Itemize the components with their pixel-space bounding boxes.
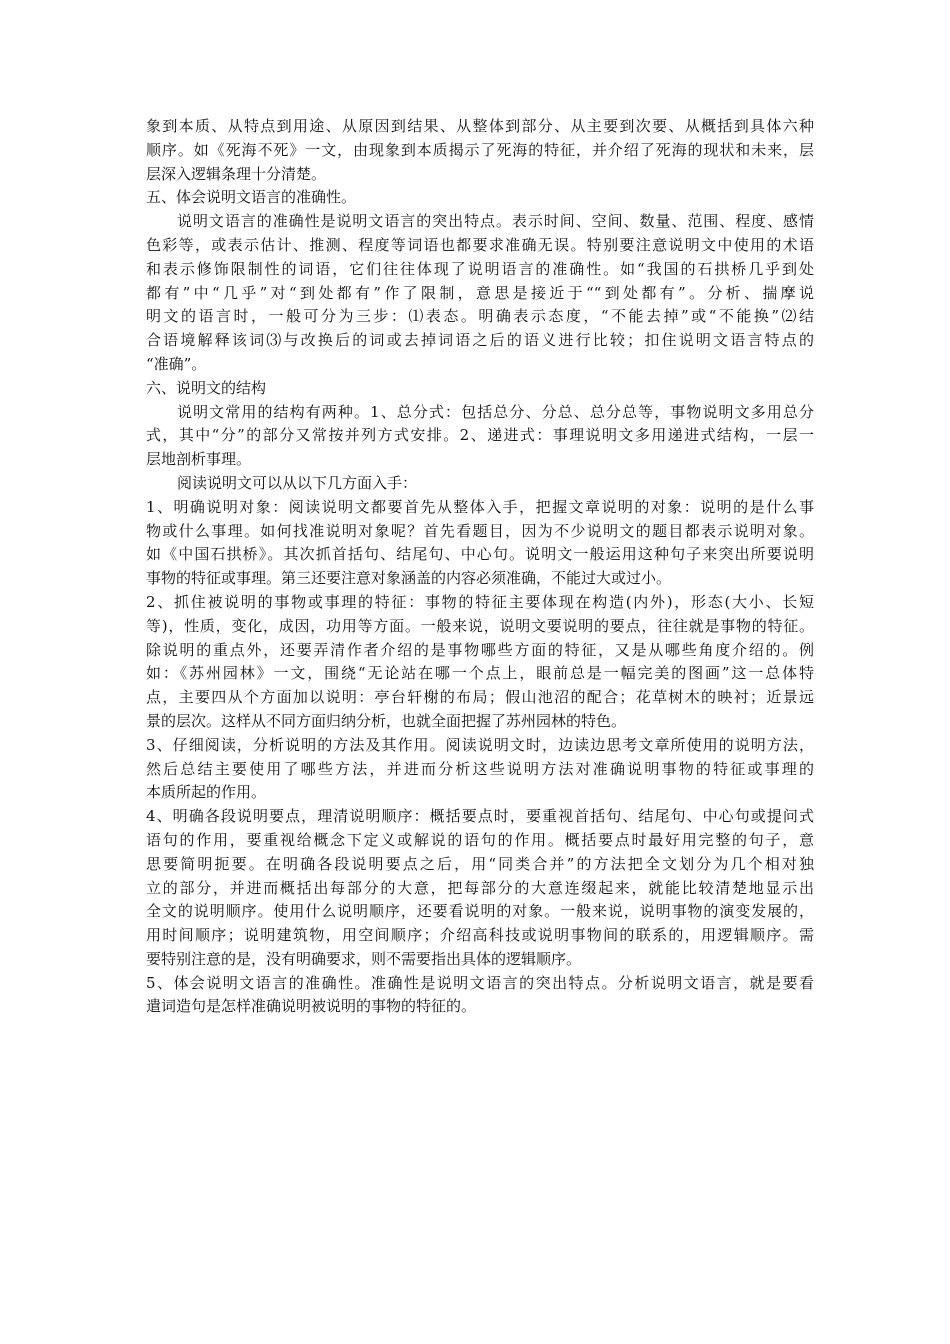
text-line: 然后总结主要使用了哪些方法，并进而分析这些说明方法对准确说明事物的特征或事理的 <box>146 759 814 778</box>
text-line: 说明文常用的结构有两种。1、总分式：包括总分、分总、总分总等，事物说明文多用总分 <box>177 402 814 421</box>
text-line: 思要简明扼要。在明确各段说明要点之后，用“同类合并”的方法把全文划分为几个相对独 <box>146 854 814 873</box>
text-line: 3、仔细阅读，分析说明的方法及其作用。阅读说明文时，边读边思考文章所使用的说明方法， <box>146 735 814 754</box>
text-line: 阅读说明文可以从以下几方面入手： <box>177 473 418 492</box>
section-5-heading <box>146 186 814 210</box>
text-line: 1、明确说明对象：阅读说明文都要首先从整体入手，把握文章说明的对象：说明的是什么事 <box>146 497 814 516</box>
text-line: 色彩等，或表示估计、推测、程度等词语也都要求准确无误。特别要注意说明文中使用的术语 <box>146 235 814 254</box>
section-6-heading <box>146 377 814 401</box>
text-line: 合语境解释该词⑶与改换后的词或去掉词语之后的语义进行比较；扣住说明文语言特点的 <box>146 331 814 350</box>
text-line: 和表示修饰限制性的词语，它们往往体现了说明语言的准确性。如“我国的石拱桥几乎到处 <box>146 259 814 278</box>
text-line: 物或什么事理。如何找准说明对象呢？首先看题目，因为不少说明文的题目都表示说明对象。 <box>146 521 814 540</box>
text-line: 象到本质、从特点到用途、从原因到结果、从整体到部分、从主要到次要、从概括到具体六种 <box>146 117 814 135</box>
document-page <box>146 115 814 1019</box>
text-line: 说明文语言的准确性是说明文语言的突出特点。表示时间、空间、数量、范围、程度、感情 <box>177 212 814 231</box>
text-line: 要特别注意的是，没有明确要求，则不需要指出具体的逻辑顺序。 <box>146 949 582 968</box>
text-line: 语句的作用，要重视给概念下定义或解说的语句的作用。概括要点时最好用完整的句子，意 <box>146 830 814 849</box>
reading-point-1 <box>146 496 814 591</box>
text-line: 用时间顺序；说明建筑物，用空间顺序；介绍高科技或说明事物间的联系的，用逻辑顺序。需 <box>146 926 814 945</box>
text-line: 事物的特征或事理。第三还要注意对象涵盖的内容必须准确，不能过大或过小。 <box>146 569 672 588</box>
section-5-body <box>146 210 814 377</box>
text-line: 5、体会说明文语言的准确性。准确性是说明文语言的突出特点。分析说明文语言，就是要看 <box>146 973 814 992</box>
reading-point-4 <box>146 805 814 972</box>
text-line: 除说明的重点外，还要弄清作者介绍的是事物哪些方面的特征，又是从哪些角度介绍的。例 <box>146 640 814 659</box>
text-line: 都有”中“几乎”对“到处都有”作了限制，意思是接近于““到处都有”。分析、揣摩说 <box>146 283 814 302</box>
order-paragraph-continued <box>146 115 814 186</box>
text-line: 立的部分，并进而概括出每部分的大意，把每部分的大意连缀起来，就能比较清楚地显示出 <box>146 878 814 897</box>
text-line: 顺序。如《死海不死》一文，由现象到本质揭示了死海的特征，并介绍了死海的现状和未来，层 <box>146 140 814 159</box>
text-line: 2、抓住被说明的事物或事理的特征：事物的特征主要体现在构造(内外)，形态(大小、长短 <box>146 592 814 611</box>
text-line: 4、明确各段说明要点，理清说明顺序：概括要点时，要重视首括句、结尾句、中心句或提问式 <box>146 807 814 826</box>
reading-point-3 <box>146 734 814 805</box>
text-line: 层深入逻辑条理十分清楚。 <box>146 164 327 183</box>
text-line: 层地剖析事理。 <box>146 450 252 469</box>
text-line: 点，主要四从个方面加以说明：亭台轩榭的布局；假山池沼的配合；花草树木的映衬；近景远 <box>146 688 814 707</box>
text-line: 遣词造句是怎样准确说明被说明的事物的特征的。 <box>146 997 477 1016</box>
reading-point-5 <box>146 972 814 1020</box>
text-line: 明文的语言时，一般可分为三步：⑴表态。明确表示态度，“不能去掉”或“不能换”⑵结 <box>146 307 814 326</box>
text-line: 如《中国石拱桥》。其次抓首括句、结尾句、中心句。说明文一般运用这种句子来突出所要说明 <box>146 545 814 564</box>
text-line: 如：《苏州园林》一文，围绕“无论站在哪一个点上，眼前总是一幅完美的图画”这一总体特 <box>146 664 814 683</box>
section-heading-text: 六、说明文的结构 <box>146 378 267 397</box>
reading-point-2 <box>146 591 814 734</box>
reading-intro <box>146 472 814 496</box>
text-line: 本质所起的作用。 <box>146 783 267 802</box>
text-line: 景的层次。这样从不同方面归纳分析，也就全面把握了苏州园林的特色。 <box>146 711 627 730</box>
section-heading-text: 五、体会说明文语言的准确性。 <box>146 188 357 207</box>
text-line: 等)，性质，变化，成因，功用等方面。一般来说，说明文要说明的要点，往往就是事物的特征。 <box>146 616 814 635</box>
section-6-body <box>146 401 814 472</box>
text-line: “准确”。 <box>146 354 207 373</box>
text-line: 式，其中“分”的部分又常按并列方式安排。2、递进式：事理说明文多用递进式结构，一层一 <box>146 426 814 445</box>
text-line: 全文的说明顺序。使用什么说明顺序，还要看说明的对象。一般来说，说明事物的演变发展的， <box>146 902 814 921</box>
